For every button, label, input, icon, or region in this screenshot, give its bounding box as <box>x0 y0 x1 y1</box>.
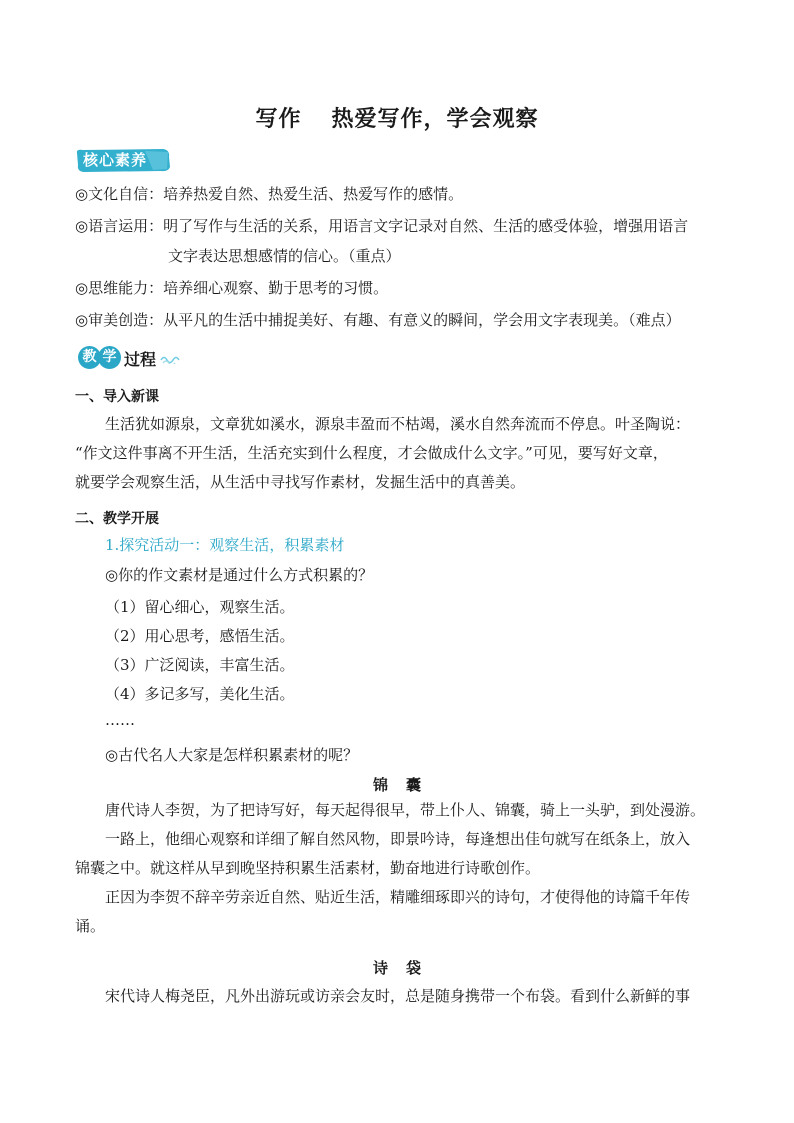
wave-ornament-icon <box>160 354 182 364</box>
core-item-language <box>75 216 688 236</box>
list-item: （2）用心思考，感悟生活。 <box>105 627 295 645</box>
section-heading-intro: 一、导入新课 <box>75 389 159 405</box>
story-title-jinnang <box>0 774 794 795</box>
section-heading-teaching: 二、教学开展 <box>75 511 159 527</box>
ellipsis: …… <box>105 711 135 729</box>
core-item-aesthetic <box>75 310 681 330</box>
activity-title: 1.探究活动一：观察生活，积累素材 <box>105 536 345 554</box>
heading-circle-1: 教 <box>78 346 101 369</box>
core-item-text: 培养热爱自然、热爱生活、热爱写作的感情。 <box>163 185 464 203</box>
core-item-label: ◎思维能力： <box>75 279 164 297</box>
paragraph-line: 唐代诗人李贺，为了把诗写好，每天起得很早，带上仆人、锦囊，骑上一头驴，到处漫游。 <box>105 801 706 819</box>
story-paragraph-jinnang <box>75 796 725 941</box>
paragraph-line: “作文这件事离不开生活，生活充实到什么程度，才会做成什么文字。”可见，要写好文章， <box>75 444 668 462</box>
core-item-text: 从平凡的生活中捕捉美好、有趣、有意义的瞬间，学会用文字表现美。（难点） <box>163 311 681 329</box>
story-title-shidai <box>0 957 794 978</box>
core-item-language-cont <box>168 246 401 266</box>
core-item-text: 文字表达思想感情的信心。（重点） <box>168 247 401 265</box>
core-item-culture <box>75 184 463 204</box>
heading-circle-2: 学 <box>98 346 121 369</box>
intro-paragraph <box>75 410 725 497</box>
paragraph-line: 诵。 <box>75 917 106 935</box>
question-2: ◎古代名人大家是怎样积累素材的呢？ <box>105 746 359 764</box>
title-topic: 热爱写作，学会观察 <box>331 107 539 132</box>
core-item-label: ◎文化自信： <box>75 185 164 203</box>
story-title-char: 袋 <box>406 959 422 977</box>
badge-label: 核心素养 <box>83 151 148 169</box>
paragraph-line: 一路上，他细心观察和详细了解自然风物，即景吟诗，每逢想出佳句就写在纸条上，放入 <box>105 830 691 848</box>
core-item-label: ◎语言运用： <box>75 217 164 235</box>
core-item-text: 明了写作与生活的关系，用语言文字记录对自然、生活的感受体验，增强用语言 <box>163 217 689 235</box>
paragraph-line: 就要学会观察生活，从生活中寻找写作素材，发掘生活中的真善美。 <box>75 473 526 491</box>
paragraph-line: 正因为李贺不辞辛劳亲近自然、贴近生活，精雕细琢即兴的诗句，才使得他的诗篇千年传 <box>105 888 691 906</box>
teaching-process-heading <box>78 344 188 372</box>
paragraph-line: 生活犹如源泉，文章犹如溪水，源泉丰盈而不枯竭，溪水自然奔流而不停息。叶圣陶说： <box>105 415 691 433</box>
story-title-char: 诗 <box>372 959 388 977</box>
list-item: （3）广泛阅读，丰富生活。 <box>105 656 295 674</box>
heading-text: 过程 <box>124 350 157 369</box>
story-title-char: 锦 <box>372 776 388 794</box>
paragraph-line: 宋代诗人梅尧臣，凡外出游玩或访亲会友时，总是随身携带一个布袋。看到什么新鲜的事 <box>105 987 691 1005</box>
story-paragraph-shidai <box>75 982 725 1011</box>
paragraph-line: 锦囊之中。就这样从早到晚坚持积累生活素材，勤奋地进行诗歌创作。 <box>75 859 541 877</box>
page-title <box>0 102 794 133</box>
title-genre: 写作 <box>255 107 302 132</box>
story-title-char: 囊 <box>406 776 422 794</box>
core-item-label: ◎审美创造： <box>75 311 164 329</box>
core-item-text: 培养细心观察、勤于思考的习惯。 <box>163 279 389 297</box>
core-item-thinking <box>75 278 388 298</box>
list-item: （4）多记多写，美化生活。 <box>105 685 295 703</box>
question-1: ◎你的作文素材是通过什么方式积累的？ <box>105 566 374 584</box>
core-literacy-badge <box>75 147 171 173</box>
list-item: （1）留心细心，观察生活。 <box>105 598 295 616</box>
